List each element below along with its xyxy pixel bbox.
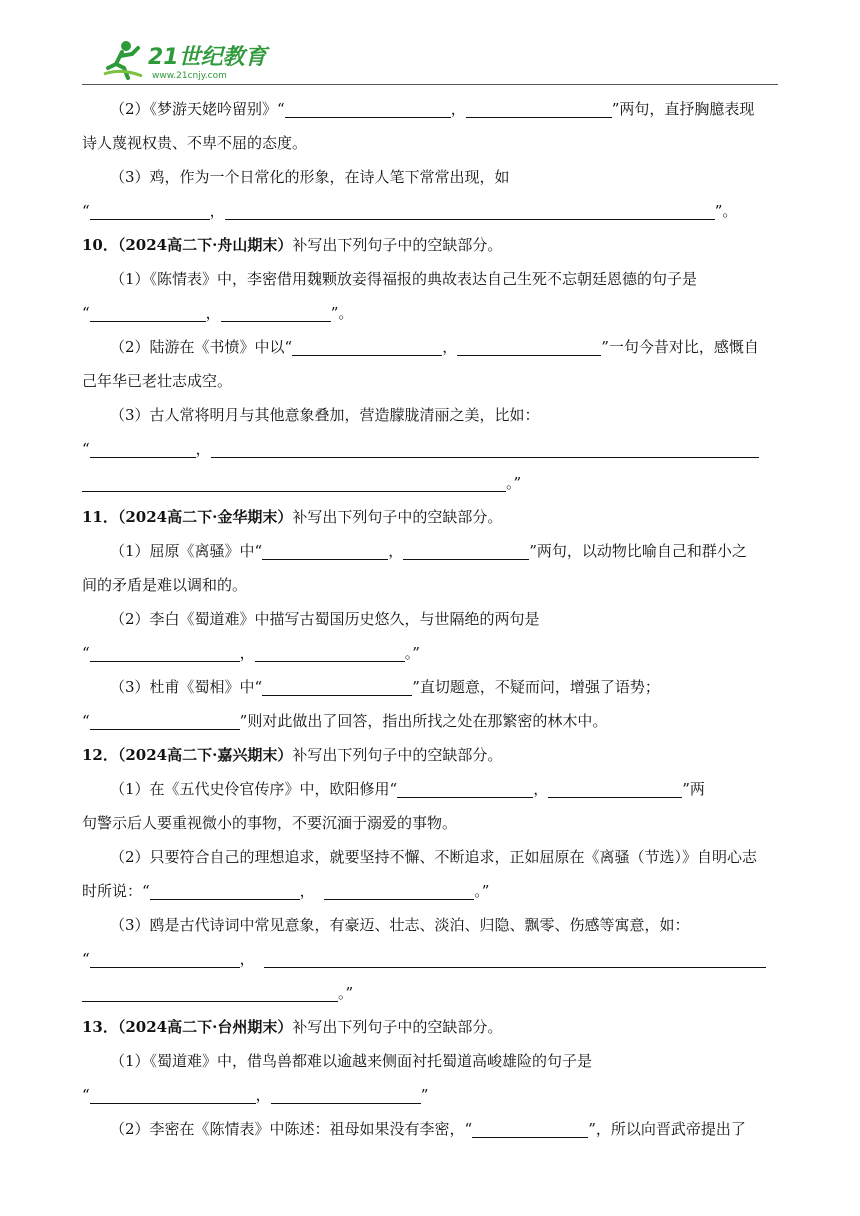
text: 。” <box>338 984 354 1002</box>
question-title: 补写出下列句子中的空缺部分。 <box>292 1018 503 1036</box>
q13-part2-line1 <box>82 1112 778 1146</box>
q12-part2-line1 <box>82 840 778 874</box>
answer-blank[interactable] <box>285 97 451 118</box>
page-header <box>82 0 778 86</box>
q9-part3-line2 <box>82 194 778 228</box>
text: 己年华已老壮志成空。 <box>82 372 233 390</box>
text: （1）《陈情表》中，李密借用魏颗放妾得福报的典故表达自己生死不忘朝廷恩德的句子是 <box>110 270 698 288</box>
answer-blank[interactable] <box>90 1083 256 1104</box>
answer-blank[interactable] <box>90 199 210 220</box>
text: ， <box>533 780 549 798</box>
text: ”直切题意，不疑而问，增强了语势； <box>412 678 660 696</box>
answer-blank[interactable] <box>262 675 412 696</box>
q10-part1-line2 <box>82 296 778 330</box>
text: “ <box>82 950 90 968</box>
answer-blank[interactable] <box>292 335 442 356</box>
answer-blank[interactable] <box>221 301 331 322</box>
text: “ <box>82 202 90 220</box>
text: （2）只要符合自己的理想追求，就要坚持不懈、不断追求，正如屈原在《离骚（节选）》自明心志 <box>110 848 758 866</box>
text: ， <box>255 1086 271 1104</box>
text: “ <box>82 712 90 730</box>
q13-part1-line1 <box>82 1044 778 1078</box>
q11-part1-line2 <box>82 568 778 602</box>
q13-heading <box>82 1010 778 1044</box>
q11-part3-line2 <box>82 704 778 738</box>
text: ”。 <box>714 202 738 220</box>
text: ”一句今昔对比，感慨自 <box>601 338 759 356</box>
answer-blank[interactable] <box>262 539 388 560</box>
q12-part1-line2 <box>82 806 778 840</box>
q11-part2-line2 <box>82 636 778 670</box>
text: ， <box>442 338 458 356</box>
text: ， <box>450 100 466 118</box>
text: ， <box>209 202 225 220</box>
q9-part3-line1 <box>82 160 778 194</box>
question-number: 13． <box>82 1018 118 1036</box>
text: “ <box>82 644 90 662</box>
question-title: 补写出下列句子中的空缺部分。 <box>292 746 503 764</box>
q10-part3-line1 <box>82 398 778 432</box>
text: 。” <box>474 882 490 900</box>
runner-icon <box>104 41 142 78</box>
brand-logo <box>102 38 282 82</box>
question-content <box>82 92 778 1146</box>
text: “ <box>82 304 90 322</box>
question-number: 10． <box>82 236 118 254</box>
logo-url-text: www.21cnjy.com <box>152 71 227 81</box>
q11-part2-line1 <box>82 602 778 636</box>
q10-part3-line2 <box>82 432 778 466</box>
q11-part3-line1 <box>82 670 778 704</box>
text: ” <box>420 1086 429 1104</box>
q12-part2-line2 <box>82 874 778 908</box>
text: ， <box>299 882 315 900</box>
header-divider <box>82 84 778 85</box>
answer-blank[interactable] <box>397 777 533 798</box>
text: （3）鸡，作为一个日常化的形象，在诗人笔下常常出现，如 <box>110 168 510 186</box>
answer-blank[interactable] <box>403 539 529 560</box>
q11-heading <box>82 500 778 534</box>
question-title: 补写出下列句子中的空缺部分。 <box>292 236 503 254</box>
answer-blank[interactable] <box>90 641 240 662</box>
q12-part1-line1 <box>82 772 778 806</box>
answer-blank[interactable] <box>466 97 612 118</box>
answer-blank[interactable] <box>225 199 715 220</box>
q12-part3-line2 <box>82 942 778 976</box>
q11-part1-line1 <box>82 534 778 568</box>
text: （3）鸥是古代诗词中常见意象，有豪迈、壮志、淡泊、归隐、飘零、伤感等寓意，如： <box>110 916 690 934</box>
answer-blank[interactable] <box>82 981 338 1002</box>
text: 。” <box>506 474 522 492</box>
question-number: 11． <box>82 508 118 526</box>
q12-heading <box>82 738 778 772</box>
question-source: （2024高二下·嘉兴期末） <box>117 746 293 764</box>
text: 。” <box>404 644 420 662</box>
answer-blank[interactable] <box>472 1117 588 1138</box>
question-source: （2024高二下·金华期末） <box>117 508 293 526</box>
answer-blank[interactable] <box>90 437 196 458</box>
q12-part3-line3 <box>82 976 778 1010</box>
q10-heading <box>82 228 778 262</box>
text: （2）陆游在《书愤》中以“ <box>110 338 293 356</box>
text: 时所说：“ <box>82 882 150 900</box>
text: （2）李白《蜀道难》中描写古蜀国历史悠久，与世隔绝的两句是 <box>110 610 540 628</box>
answer-blank[interactable] <box>255 641 405 662</box>
text: 间的矛盾是难以调和的。 <box>82 576 248 594</box>
text: 诗人蔑视权贵、不卑不屈的态度。 <box>82 134 308 152</box>
text: （1）《蜀道难》中，借鸟兽都难以逾越来侧面衬托蜀道高峻雄险的句子是 <box>110 1052 593 1070</box>
question-number: 12． <box>82 746 118 764</box>
text: ， <box>239 950 255 968</box>
answer-blank[interactable] <box>211 437 759 458</box>
question-title: 补写出下列句子中的空缺部分。 <box>292 508 503 526</box>
q10-part1-line1 <box>82 262 778 296</box>
text: （2）李密在《陈情表》中陈述：祖母如果没有李密，“ <box>110 1120 473 1138</box>
text: “ <box>82 1086 90 1104</box>
q13-part1-line2 <box>82 1078 778 1112</box>
answer-blank[interactable] <box>90 709 240 730</box>
text: ， <box>205 304 221 322</box>
text: “ <box>82 440 90 458</box>
text: ， <box>239 644 255 662</box>
text: （3）杜甫《蜀相》中“ <box>110 678 263 696</box>
text: ”两 <box>682 780 705 798</box>
q10-part2-line2 <box>82 364 778 398</box>
text: 句警示后人要重视微小的事物，不要沉湎于溺爱的事物。 <box>82 814 458 832</box>
text: ， <box>388 542 404 560</box>
text: （1）屈原《离骚》中“ <box>110 542 263 560</box>
q9-part2-line2 <box>82 126 778 160</box>
text: ”两句，直抒胸臆表现 <box>611 100 755 118</box>
question-source: （2024高二下·舟山期末） <box>117 236 293 254</box>
answer-blank[interactable] <box>90 301 206 322</box>
text: ”，所以向晋武帝提出了 <box>588 1120 746 1138</box>
answer-blank[interactable] <box>324 879 474 900</box>
answer-blank[interactable] <box>82 471 506 492</box>
text: （1）在《五代史伶官传序》中，欧阳修用“ <box>110 780 398 798</box>
text: （3）古人常将明月与其他意象叠加，营造朦胧清丽之美，比如： <box>110 406 540 424</box>
question-source: （2024高二下·台州期末） <box>117 1018 293 1036</box>
logo-text: 21世纪教育 <box>148 45 267 70</box>
text: ”两句，以动物比喻自己和群小之 <box>529 542 747 560</box>
q9-part2-line1 <box>82 92 778 126</box>
answer-blank[interactable] <box>271 1083 421 1104</box>
q12-part3-line1 <box>82 908 778 942</box>
answer-blank[interactable] <box>548 777 682 798</box>
text: ”。 <box>330 304 354 322</box>
answer-blank[interactable] <box>457 335 601 356</box>
answer-blank[interactable] <box>150 879 300 900</box>
answer-blank[interactable] <box>264 947 766 968</box>
answer-blank[interactable] <box>90 947 240 968</box>
text: （2）《梦游天姥吟留别》“ <box>110 100 285 118</box>
q10-part2-line1 <box>82 330 778 364</box>
q10-part3-line3 <box>82 466 778 500</box>
text: ”则对此做出了回答，指出所找之处在那繁密的林木中。 <box>239 712 608 730</box>
text: ， <box>195 440 211 458</box>
